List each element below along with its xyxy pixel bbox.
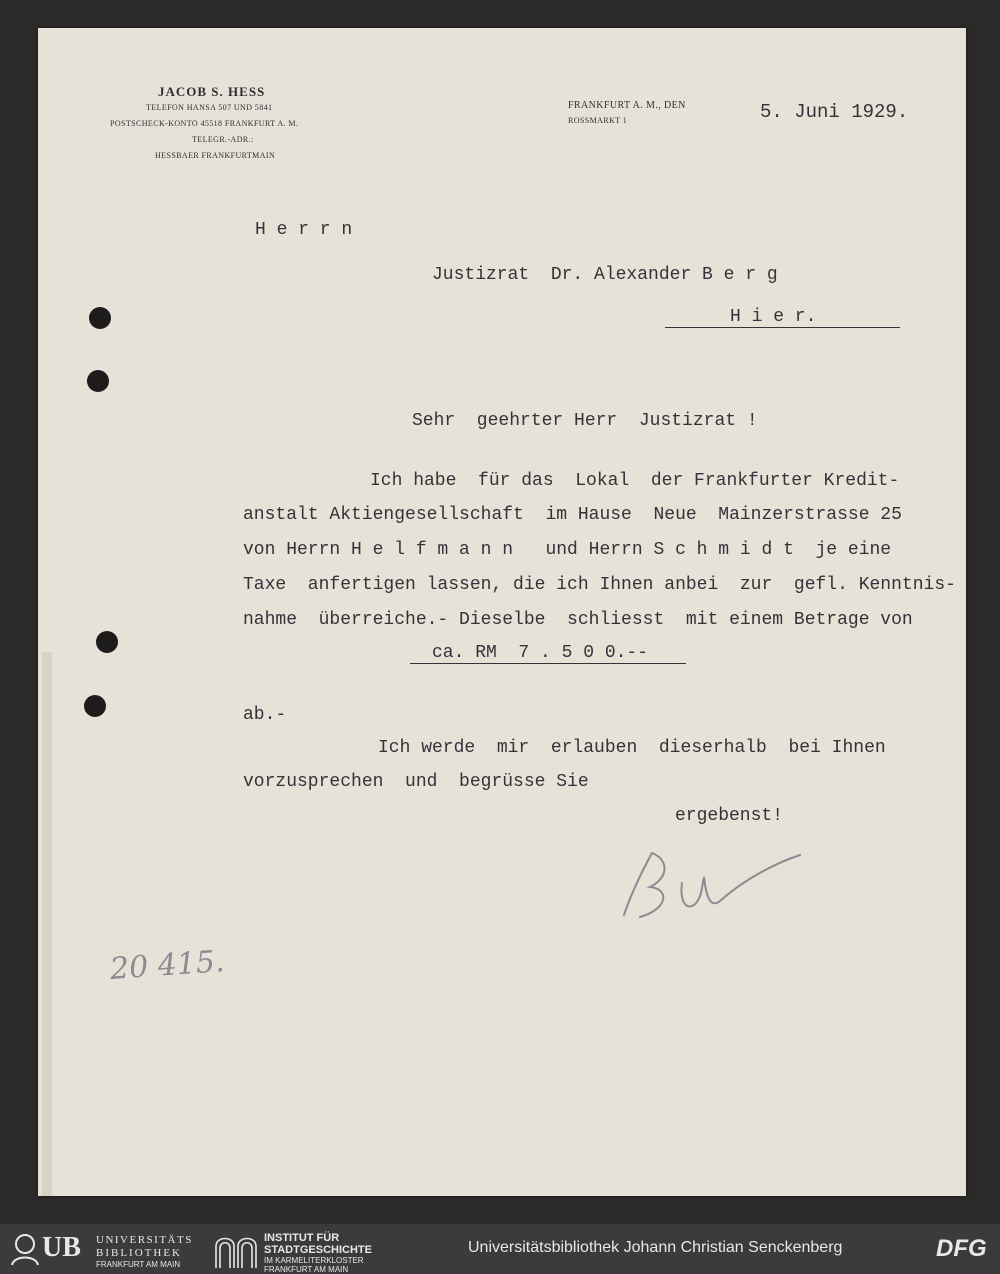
regards: ergebenst! xyxy=(675,806,784,826)
closing-line: Ich werde mir erlauben dieserhalb bei Ihnen xyxy=(378,738,886,758)
institute-arches-logo xyxy=(214,1232,258,1268)
body-ab: ab.- xyxy=(243,705,287,725)
ub-line1: UNIVERSITÄTS xyxy=(96,1234,193,1246)
institute-line2: STADTGESCHICHTE xyxy=(264,1244,372,1256)
footer-bar xyxy=(0,1224,1000,1274)
salutation: Sehr geehrter Herr Justizrat ! xyxy=(412,411,758,431)
punch-hole xyxy=(84,695,106,717)
ub-portrait-logo xyxy=(8,1231,42,1267)
institute-line3: IM KARMELITERKLOSTER xyxy=(264,1256,364,1265)
archive-note: 20 415. xyxy=(108,944,226,987)
amount-underline xyxy=(410,663,686,664)
ub-mark: UB xyxy=(42,1232,81,1263)
institute-line4: FRANKFURT AM MAIN xyxy=(264,1265,349,1274)
letter-date: 5. Juni 1929. xyxy=(760,101,909,123)
body-line: Taxe anfertigen lassen, die ich Ihnen anbei zur gefl. Kenntnis- xyxy=(243,575,956,595)
punch-hole xyxy=(87,370,109,392)
letterhead-phone: TELEFON HANSA 507 UND 5841 xyxy=(146,103,273,112)
letterhead-firm: JACOB S. HESS xyxy=(158,84,266,99)
body-line: von Herrn H e l f m a n n und Herrn S c h m i d t je eine xyxy=(243,540,892,560)
letterhead-telegr: TELEGR.-ADR.: xyxy=(192,135,254,144)
recipient-underline xyxy=(665,327,900,328)
letterhead-postcheck: POSTSCHECK-KONTO 45518 FRANKFURT A. M. xyxy=(110,119,299,128)
paper-fold-edge xyxy=(42,652,52,1196)
body-line: nahme überreiche.- Dieselbe schliesst mit einem Betrage von xyxy=(243,610,913,630)
letterhead-city: FRANKFURT A. M., DEN xyxy=(568,100,686,111)
dfg-logo: DFG xyxy=(936,1235,987,1262)
recipient-name: Justizrat Dr. Alexander B e r g xyxy=(432,265,778,285)
amount: ca. RM 7 . 5 0 0.-- xyxy=(432,643,649,663)
ub-line3: FRANKFURT AM MAIN xyxy=(96,1260,181,1269)
institute-line1: INSTITUT FÜR xyxy=(264,1232,340,1244)
letterhead-street: ROSSMARKT 1 xyxy=(568,116,628,125)
punch-hole xyxy=(89,307,111,329)
body-line: anstalt Aktiengesellschaft im Hause Neue Mainzerstrasse 25 xyxy=(243,505,902,525)
recipient-location: H i e r. xyxy=(730,307,817,327)
closing-line: vorzusprechen und begrüsse Sie xyxy=(243,772,589,792)
body-line: Ich habe für das Lokal der Frankfurter Kredit- xyxy=(370,471,900,491)
footer-library-name: Universitätsbibliothek Johann Christian Senckenberg xyxy=(468,1239,843,1256)
letterhead-telegr-address: HESSBAER FRANKFURTMAIN xyxy=(155,151,276,160)
punch-hole xyxy=(96,631,118,653)
recipient-herrn: H e r r n xyxy=(255,220,353,240)
signature xyxy=(610,835,810,930)
ub-line2: BIBLIOTHEK xyxy=(96,1247,182,1259)
